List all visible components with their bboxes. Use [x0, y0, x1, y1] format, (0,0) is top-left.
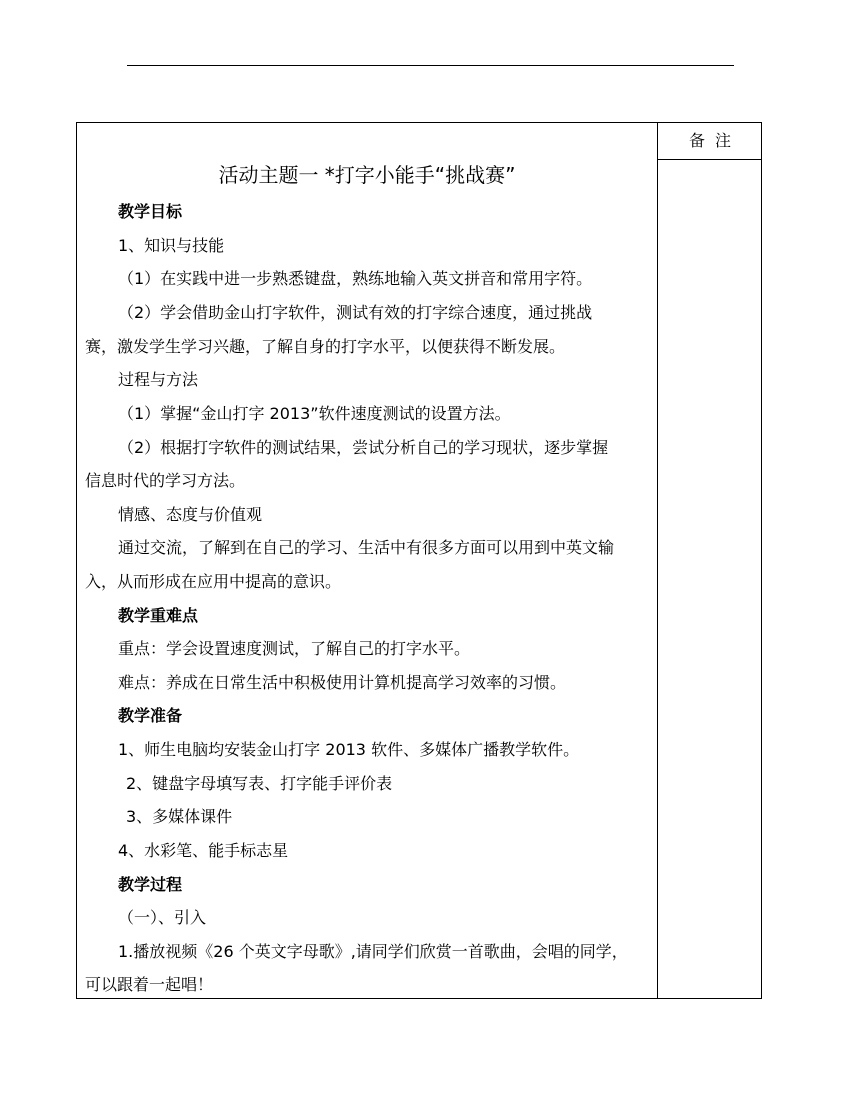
paragraph-line: 入，从而形成在应用中提高的意识。	[85, 572, 342, 591]
paragraph-line: 重点：学会设置速度测试，了解自己的打字水平。	[118, 639, 471, 658]
subheading-process-method: 过程与方法	[118, 370, 199, 389]
subheading-knowledge-skills: 1、知识与技能	[118, 236, 225, 255]
paragraph-line: 可以跟着一起唱！	[85, 975, 214, 994]
lesson-plan-table	[76, 122, 762, 999]
list-item: 1、师生电脑均安装金山打字 2013 软件、多媒体广播教学软件。	[118, 740, 580, 759]
activity-title: 活动主题一 *打字小能手“挑战赛”	[218, 163, 516, 187]
paragraph-line: （1）在实践中进一步熟悉键盘，熟练地输入英文拼音和常用字符。	[118, 269, 593, 288]
subheading-introduction: （一）、引入	[118, 908, 207, 927]
main-content-cell	[77, 123, 657, 998]
paragraph-line: 1.播放视频《26 个英文字母歌》,请同学们欣赏一首歌曲，会唱的同学，	[118, 942, 628, 961]
paragraph-line: （2）学会借助金山打字软件，测试有效的打字综合速度，通过挑战	[118, 303, 593, 322]
column-divider	[657, 123, 658, 998]
paragraph-line: 信息时代的学习方法。	[85, 471, 246, 490]
paragraph-line: 通过交流，了解到在自己的学习、生活中有很多方面可以用到中英文输	[118, 538, 615, 557]
paragraph-line: 难点：养成在日常生活中积极使用计算机提高学习效率的习惯。	[118, 673, 567, 692]
header-rule	[127, 65, 734, 66]
list-item: 3、多媒体课件	[126, 807, 233, 826]
remark-header-divider	[657, 159, 762, 160]
section-heading-process: 教学过程	[118, 875, 183, 894]
paragraph-line: （2）根据打字软件的测试结果，尝试分析自己的学习现状，逐步掌握	[118, 438, 609, 457]
paragraph-line: （1）掌握“金山打字 2013”软件速度测试的设置方法。	[118, 404, 511, 423]
section-heading-goals: 教学目标	[118, 202, 183, 221]
list-item: 2、键盘字母填写表、打字能手评价表	[126, 774, 393, 793]
section-heading-preparation: 教学准备	[118, 706, 183, 725]
paragraph-line: 赛，激发学生学习兴趣，了解自身的打字水平，以便获得不断发展。	[85, 337, 566, 356]
subheading-emotion-values: 情感、态度与价值观	[118, 505, 263, 524]
remark-column-header: 备注	[688, 131, 741, 150]
section-heading-key-points: 教学重难点	[118, 606, 199, 625]
list-item: 4、水彩笔、能手标志星	[118, 841, 289, 860]
